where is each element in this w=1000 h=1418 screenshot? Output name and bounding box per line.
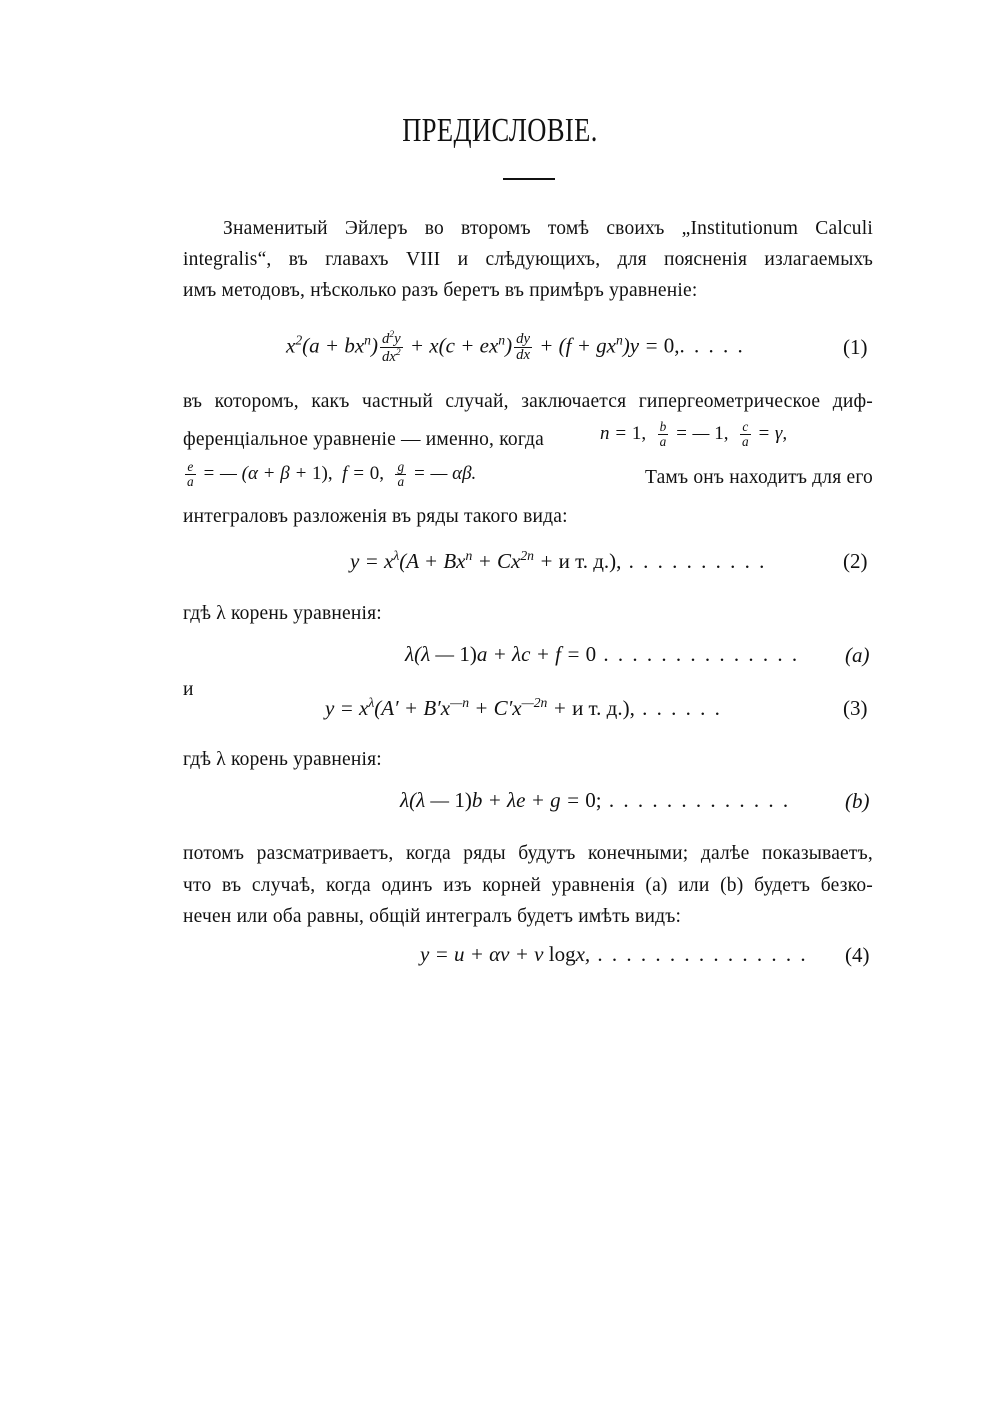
- para1-line2: integralis“, въ главахъ VIII и слѣдующихъ, для поясненія излагаемыхъ: [183, 249, 873, 270]
- equation-2: $y = x^\lambda(A + Bx^n + Cx^{2n} + и$ т. д.), . . . . . . . . . .: [350, 548, 767, 573]
- equation-1: $x^2(a + bx^n)$ $\frac{d^2y}{dx^2}$ + $x(c + ex^n)$ $\frac{dy}{dx}$ + $(f + gx^n)y = 0$,. . . . .: [286, 329, 745, 366]
- para2-line1: въ которомъ, какъ частный случай, заключается гипергеометрическое диф-: [183, 391, 873, 412]
- equation-b-number: (b): [845, 789, 870, 813]
- and-word: и: [183, 679, 194, 700]
- para3: гдѣ λ корень уравненія:: [183, 603, 382, 624]
- equation-a-number: (a): [845, 643, 870, 667]
- equation-2-tail: и т. д.),: [558, 549, 622, 573]
- equation-2-number: (2): [843, 549, 868, 573]
- para2-line2-text: ференціальное уравненіе — именно, когда: [183, 429, 545, 450]
- equation-1-number: (1): [843, 335, 868, 359]
- equation-b: λ(λ — 1)b + λe + g = 0; . . . . . . . . . . . . .: [400, 788, 791, 812]
- para1-line1: Знаменитый Эйлеръ во второмъ томѣ своихъ „Institutionum Calculi: [223, 218, 873, 239]
- title-divider: [503, 178, 555, 180]
- para2-line3-math: $\frac{e}{a}$ = — (α + β + 1), f = 0, $\frac{g}{a}$ = — αβ.: [187, 459, 477, 489]
- para2-line4: интеграловъ разложенія въ ряды такого вида:: [183, 506, 568, 527]
- equation-3-number: (3): [843, 696, 868, 720]
- para2-line3-text: Тамъ онъ находитъ для его: [644, 467, 873, 488]
- equation-3: $y = x^\lambda(A' + B'x^{—n} + C'x^{—2n} + и$ т. д.), . . . . . .: [325, 695, 722, 720]
- para4: гдѣ λ корень уравненія:: [183, 749, 382, 770]
- para5-line2: что въ случаѣ, когда одинъ изъ корней уравненія (a) или (b) будетъ безко-: [183, 875, 873, 896]
- para2-line2-math: n = 1, $\frac{b}{a}$ = — 1, $\frac{c}{a}$ = γ,: [600, 419, 788, 449]
- equation-3-tail: и т. д.),: [572, 696, 635, 720]
- page-title: ПРЕДИСЛОВІЕ.: [402, 112, 598, 149]
- equation-4: y = u + αv + v logx, . . . . . . . . . . . . . . .: [420, 942, 808, 966]
- equation-4-number: (4): [845, 943, 870, 967]
- para5-line3: нечен или оба равны, общій интегралъ будетъ имѣть видъ:: [183, 906, 682, 927]
- para1-line3: имъ методовъ, нѣсколько разъ беретъ въ примѣръ уравненіе:: [183, 280, 698, 301]
- equation-a: λ(λ — 1)a + λc + f = 0 . . . . . . . . . . . . . .: [405, 642, 800, 666]
- para5-line1: потомъ разсматриваетъ, когда ряды будутъ конечными; далѣе показываетъ,: [183, 843, 873, 864]
